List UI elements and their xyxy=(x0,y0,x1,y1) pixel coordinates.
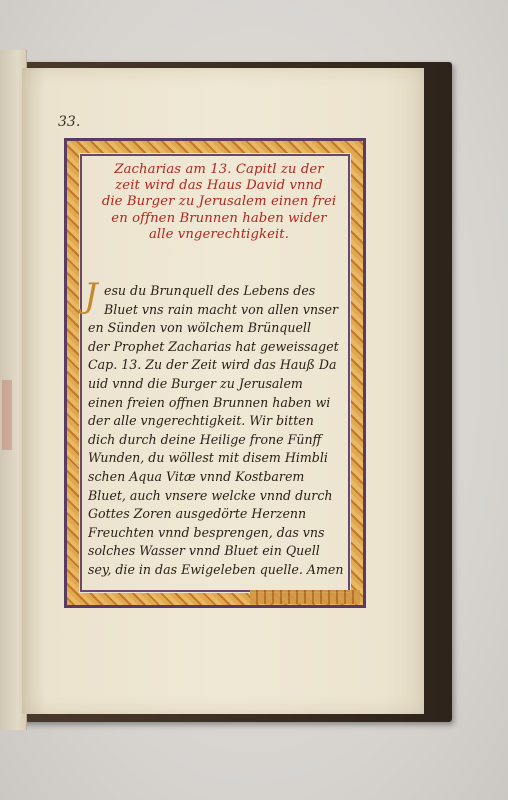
text-line: der Prophet Zacharias hat geweissaget xyxy=(88,338,339,354)
heading-line: en offnen Brunnen haben wider xyxy=(111,210,327,226)
folio-number: 33. xyxy=(58,114,81,130)
text-line: esu du Brunquell des Lebens des xyxy=(104,283,316,298)
text-line: schen Aqua Vitæ vnnd Kostbarem xyxy=(88,468,305,484)
text-line: solches Wasser vnnd Bluet ein Quell xyxy=(88,543,320,559)
text-line: Gottes Zoren ausgedörte Herzenn xyxy=(88,506,307,522)
heading-line: Zacharias am 13. Capitl zu der xyxy=(114,162,324,177)
decorated-initial: J xyxy=(84,276,98,316)
text-line: uid vnnd die Burger zu Jerusalem xyxy=(88,375,303,391)
text-line: en Sünden von wölchem Brünquell xyxy=(88,320,311,336)
heading-line: alle vngerechtigkeit. xyxy=(148,226,290,242)
text-line: der alle vngerechtigkeit. Wir bitten xyxy=(88,413,314,429)
text-line: Bluet, auch vnsere welcke vnnd durch xyxy=(88,487,333,503)
text-line: sey, die in das Ewigeleben quelle. Amen xyxy=(88,561,344,577)
text-line: Freuchten vnnd besprengen, das vns xyxy=(88,524,325,540)
heading-line: die Burger zu Jerusalem einen frei xyxy=(101,194,337,210)
rubric-heading xyxy=(90,162,348,243)
text-line: einen freien offnen Brunnen haben wi xyxy=(88,394,331,410)
text-line: Cap. 13. Zu der Zeit wird das Hauß Da xyxy=(88,357,337,373)
left-page-stain xyxy=(2,380,12,450)
text-line: Wunden, du wöllest mit disem Himbli xyxy=(88,450,328,466)
text-line: Bluet vns rain macht von allen vnser xyxy=(104,301,339,317)
prayer-text xyxy=(88,282,350,580)
heading-line: zeit wird das Haus David vnnd xyxy=(115,178,323,194)
text-line: dich durch deine Heilige frone Fünff xyxy=(88,431,322,447)
bottom-flourish xyxy=(250,590,360,604)
